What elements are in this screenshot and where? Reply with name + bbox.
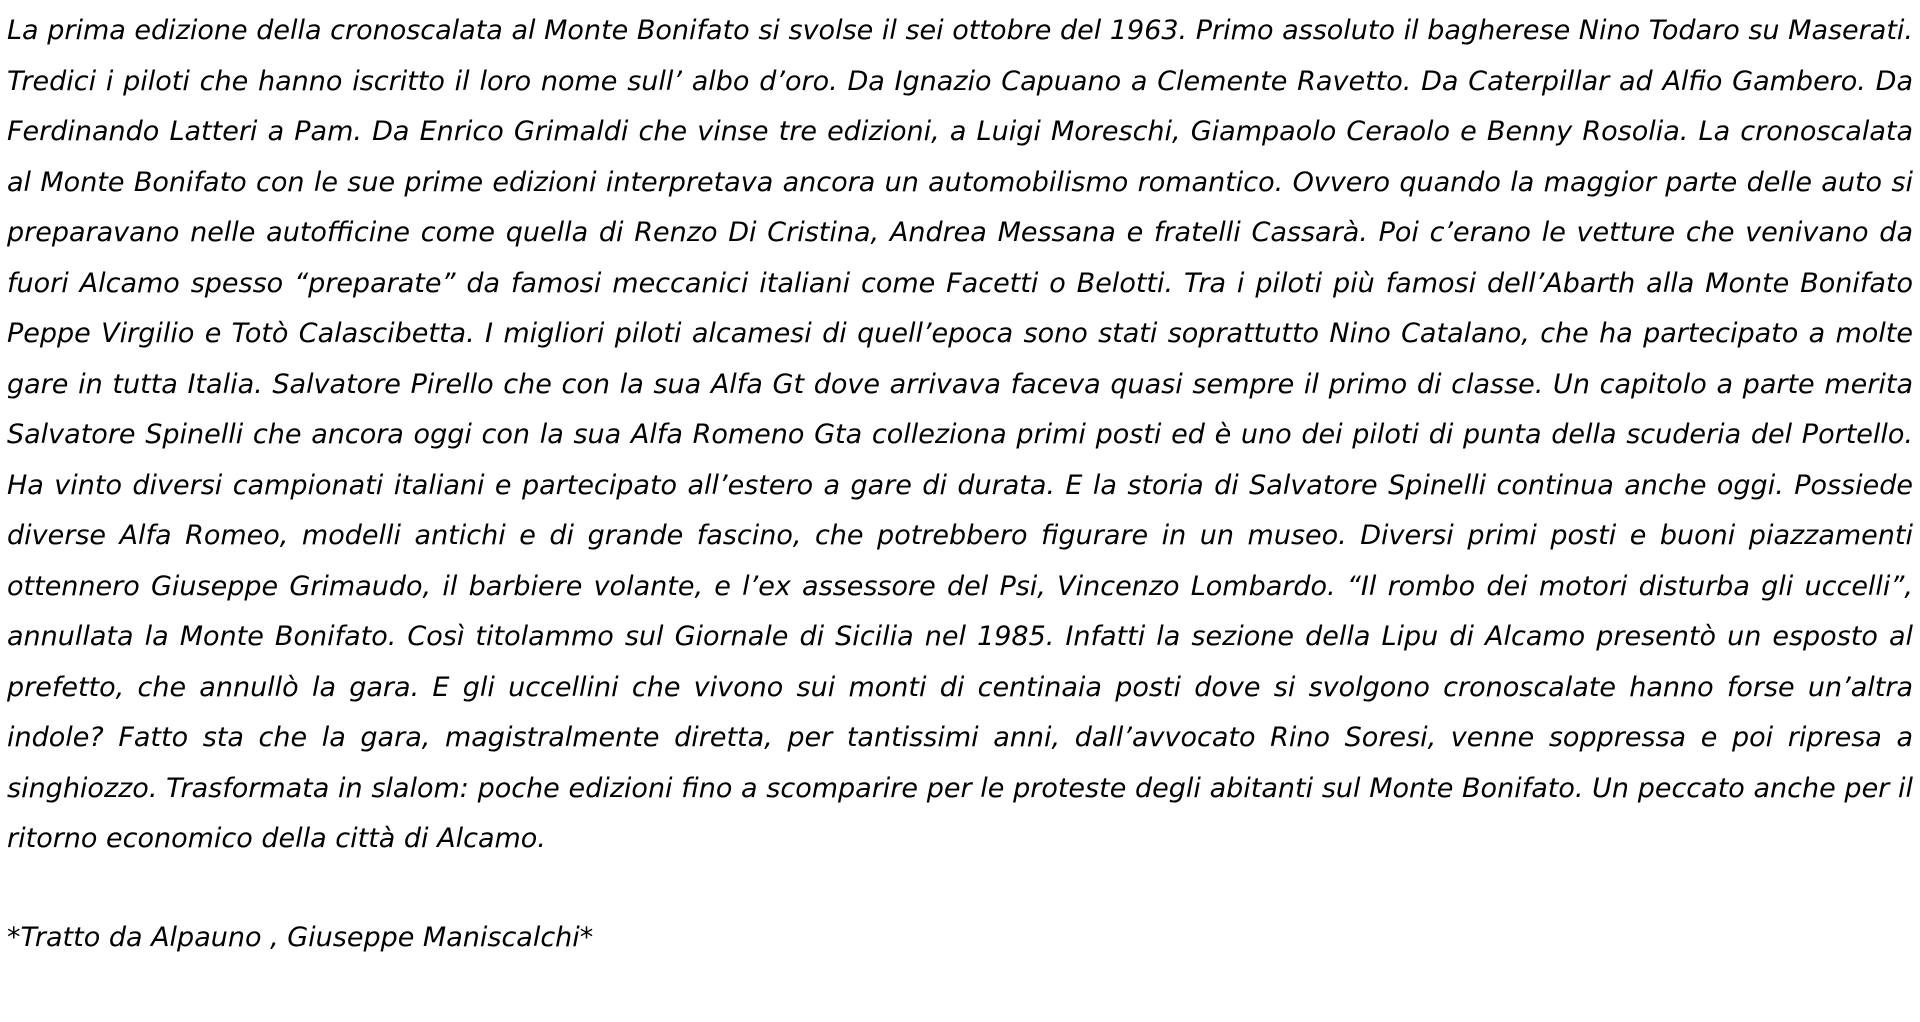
document-page [7,6,1913,963]
article-paragraph: La prima edizione della cronoscalata al Monte Bonifato si svolse il sei ottobre del 1963. Primo assoluto il bagherese Nino Todaro su Maserati. Tredici i piloti che hanno iscritto il loro nome sull’ albo d’oro. Da Ignazio Capuano a Clemente Ravetto. Da Caterpillar ad Alfio Gambero. Da Ferdinando Latteri a Pam. Da Enrico Grimaldi che vinse tre edizioni, a Luigi Moreschi, Giampaolo Ceraolo e Benny Rosolia. La cronoscalata al Monte Bonifato con le sue prime edizioni interpretava ancora un automobilismo romantico. Ovvero quando la maggior parte delle auto si preparavano nelle autofficine come quella di Renzo Di Cristina, Andrea Messana e fratelli Cassarà. Poi c’erano le vetture che venivano da fuori Alcamo spesso “preparate” da famosi meccanici italiani come Facetti o Belotti. Tra i piloti più famosi dell’Abarth alla Monte Bonifato Peppe Virgilio e Totò Calascibetta. I migliori piloti alcamesi di quell’epoca sono stati soprattutto Nino Catalano, che ha partecipato a molte gare in tutta Italia. Salvatore Pirello che con la sua Alfa Gt dove arrivava faceva quasi sempre il primo di classe. Un capitolo a parte merita Salvatore Spinelli che ancora oggi con la sua Alfa Romeno Gta colleziona primi posti ed è uno dei piloti di punta della scuderia del Portello. Ha vinto diversi campionati italiani e partecipato all’estero a gare di durata. E la storia di Salvatore Spinelli continua anche oggi. Possiede diverse Alfa Romeo, modelli antichi e di grande fascino, che potrebbero figurare in un museo. Diversi primi posti e buoni piazzamenti ottennero Giuseppe Grimaudo, il barbiere volante, e l’ex assessore del Psi, Vincenzo Lombardo. “Il rombo dei motori disturba gli uccelli”, annullata la Monte Bonifato. Così titolammo sul Giornale di Sicilia nel 1985. Infatti la sezione della Lipu di Alcamo presentò un esposto al prefetto, che annullò la gara. E gli uccellini che vivono sui monti di centinaia posti dove si svolgono cronoscalate hanno forse un’altra indole? Fatto sta che la gara, magistralmente diretta, per tantissimi anni, dall’avvocato Rino Soresi, venne soppressa e poi ripresa a singhiozzo. Trasformata in slalom: poche edizioni fino a scomparire per le proteste degli abitanti sul Monte Bonifato. Un peccato anche per il ritorno economico della città di Alcamo. [7,15,1913,854]
source-attribution: *Tratto da Alpauno , Giuseppe Maniscalchi* [7,921,594,953]
